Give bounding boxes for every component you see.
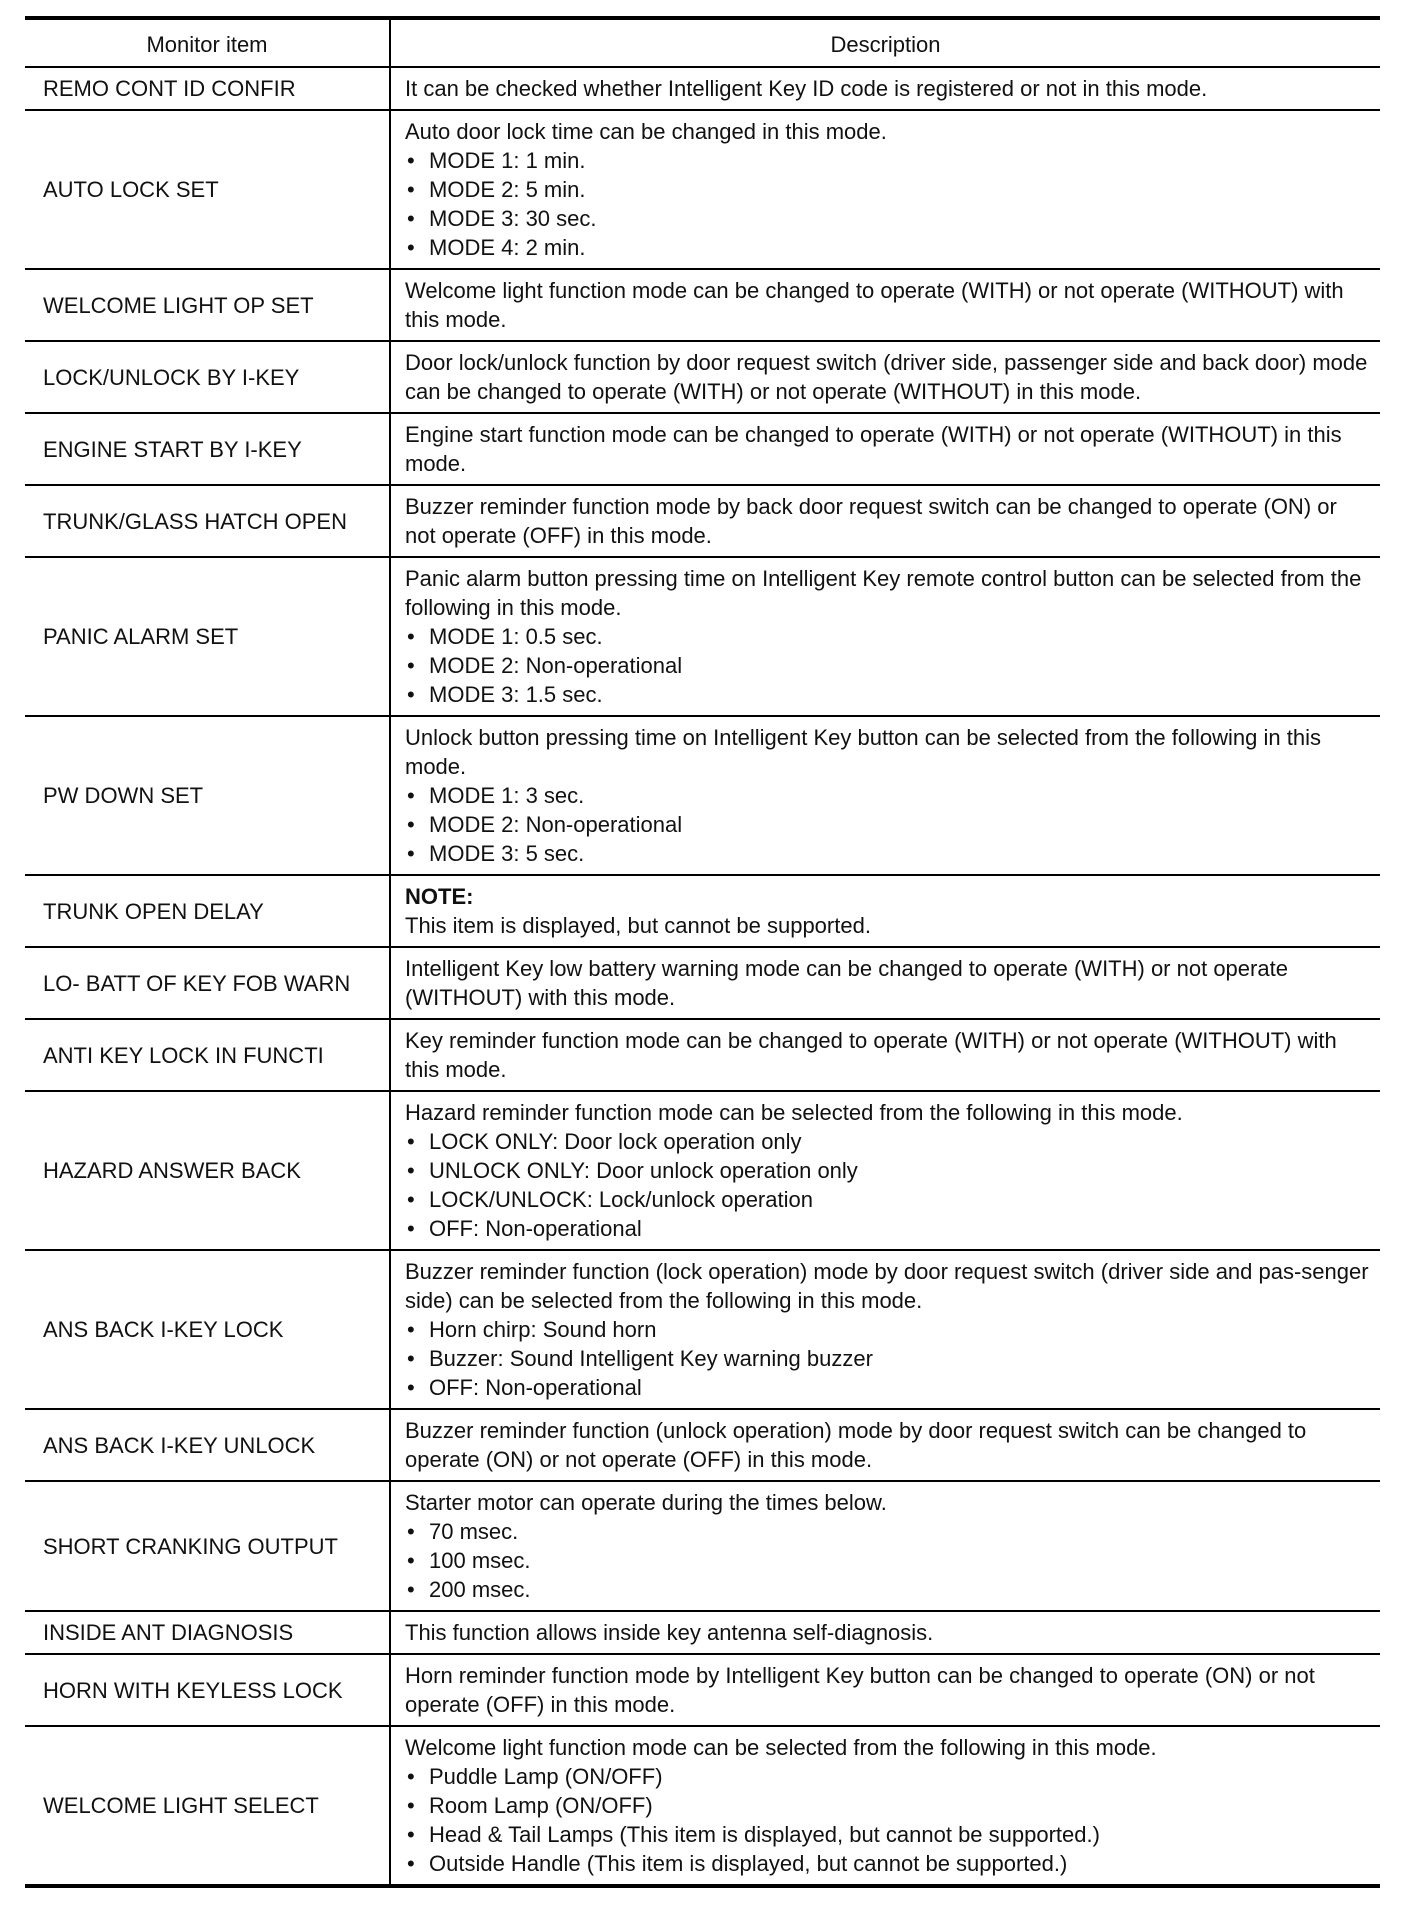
option-list xyxy=(405,1517,1370,1604)
description-cell xyxy=(390,716,1380,875)
option-list-item: • 70 msec. xyxy=(405,1517,1370,1546)
description-text: Buzzer reminder function (lock operation) mode by door request switch (driver side and pas-senger side) can be selected from the following in this mode. xyxy=(405,1259,1369,1313)
monitor-item-cell: SHORT CRANKING OUTPUT xyxy=(25,1481,390,1611)
note-label: NOTE: xyxy=(405,884,474,909)
monitor-item-cell: AUTO LOCK SET xyxy=(25,110,390,269)
table-row xyxy=(25,485,1380,557)
description-cell xyxy=(390,557,1380,716)
option-list-item: • MODE 1: 1 min. xyxy=(405,146,1370,175)
table-header-row xyxy=(25,18,1380,67)
description-cell xyxy=(390,67,1380,110)
monitor-item-cell: REMO CONT ID CONFIR xyxy=(25,67,390,110)
table-row xyxy=(25,1091,1380,1250)
table-row xyxy=(25,1481,1380,1611)
description-cell xyxy=(390,947,1380,1019)
table-row xyxy=(25,269,1380,341)
header-monitor-item: Monitor item xyxy=(25,18,390,67)
description-text: Auto door lock time can be changed in this mode. xyxy=(405,119,887,144)
table-body xyxy=(25,67,1380,1886)
description-text: Panic alarm button pressing time on Intelligent Key remote control button can be selected from the following in this mode. xyxy=(405,566,1362,620)
description-text: This function allows inside key antenna self-diagnosis. xyxy=(405,1620,934,1645)
option-list xyxy=(405,146,1370,262)
option-list-item: • Outside Handle (This item is displayed, but cannot be supported.) xyxy=(405,1849,1370,1878)
description-cell xyxy=(390,1654,1380,1726)
table-row xyxy=(25,1250,1380,1409)
description-text: Buzzer reminder function mode by back door request switch can be changed to operate (ON) or not operate (OFF) in this mode. xyxy=(405,494,1337,548)
table-row xyxy=(25,67,1380,110)
option-list-item: • 100 msec. xyxy=(405,1546,1370,1575)
description-text: Engine start function mode can be changed to operate (WITH) or not operate (WITHOUT) in this mode. xyxy=(405,422,1342,476)
option-list-item: • MODE 3: 1.5 sec. xyxy=(405,680,1370,709)
description-text: Intelligent Key low battery warning mode can be changed to operate (WITH) or not operate (WITHOUT) with this mode. xyxy=(405,956,1288,1010)
option-list-item: • Puddle Lamp (ON/OFF) xyxy=(405,1762,1370,1791)
option-list-item: • Buzzer: Sound Intelligent Key warning buzzer xyxy=(405,1344,1370,1373)
description-text: Key reminder function mode can be changed to operate (WITH) or not operate (WITHOUT) with this mode. xyxy=(405,1028,1337,1082)
monitor-item-cell: TRUNK/GLASS HATCH OPEN xyxy=(25,485,390,557)
monitor-item-cell: HAZARD ANSWER BACK xyxy=(25,1091,390,1250)
option-list-item: • LOCK/UNLOCK: Lock/unlock operation xyxy=(405,1185,1370,1214)
monitor-item-cell: PW DOWN SET xyxy=(25,716,390,875)
option-list-item: • MODE 1: 3 sec. xyxy=(405,781,1370,810)
option-list-item: • UNLOCK ONLY: Door unlock operation only xyxy=(405,1156,1370,1185)
description-text: Buzzer reminder function (unlock operation) mode by door request switch can be changed to operate (ON) or not operate (OFF) in this mode. xyxy=(405,1418,1307,1472)
monitor-item-cell: WELCOME LIGHT SELECT xyxy=(25,1726,390,1886)
description-cell xyxy=(390,1481,1380,1611)
description-cell xyxy=(390,875,1380,947)
option-list-item: • LOCK ONLY: Door lock operation only xyxy=(405,1127,1370,1156)
monitor-item-cell: INSIDE ANT DIAGNOSIS xyxy=(25,1611,390,1654)
monitor-item-cell: LOCK/UNLOCK BY I-KEY xyxy=(25,341,390,413)
option-list-item: • MODE 3: 30 sec. xyxy=(405,204,1370,233)
description-cell xyxy=(390,1611,1380,1654)
description-cell xyxy=(390,341,1380,413)
document-page xyxy=(25,16,1380,1888)
option-list xyxy=(405,622,1370,709)
description-cell xyxy=(390,269,1380,341)
option-list-item: • OFF: Non-operational xyxy=(405,1373,1370,1402)
monitor-item-cell: TRUNK OPEN DELAY xyxy=(25,875,390,947)
table-row xyxy=(25,1654,1380,1726)
description-text: Horn reminder function mode by Intelligent Key button can be changed to operate (ON) or not operate (OFF) in this mode. xyxy=(405,1663,1315,1717)
monitor-item-cell: WELCOME LIGHT OP SET xyxy=(25,269,390,341)
table-row xyxy=(25,1019,1380,1091)
monitor-item-cell: PANIC ALARM SET xyxy=(25,557,390,716)
table-row xyxy=(25,1611,1380,1654)
option-list-item: • MODE 2: Non-operational xyxy=(405,810,1370,839)
description-text: Hazard reminder function mode can be selected from the following in this mode. xyxy=(405,1100,1183,1125)
monitor-item-cell: HORN WITH KEYLESS LOCK xyxy=(25,1654,390,1726)
table-row xyxy=(25,413,1380,485)
description-cell xyxy=(390,1250,1380,1409)
description-text: Welcome light function mode can be changed to operate (WITH) or not operate (WITHOUT) with this mode. xyxy=(405,278,1344,332)
monitor-item-cell: ANS BACK I-KEY UNLOCK xyxy=(25,1409,390,1481)
monitor-item-cell: ANTI KEY LOCK IN FUNCTI xyxy=(25,1019,390,1091)
option-list-item: • MODE 1: 0.5 sec. xyxy=(405,622,1370,651)
option-list-item: • MODE 2: Non-operational xyxy=(405,651,1370,680)
table-row xyxy=(25,110,1380,269)
header-description: Description xyxy=(390,18,1380,67)
description-cell xyxy=(390,1091,1380,1250)
description-cell xyxy=(390,485,1380,557)
monitor-item-cell: LO- BATT OF KEY FOB WARN xyxy=(25,947,390,1019)
monitor-item-table xyxy=(25,16,1380,1888)
option-list-item: • Head & Tail Lamps (This item is displayed, but cannot be supported.) xyxy=(405,1820,1370,1849)
option-list xyxy=(405,1315,1370,1402)
description-cell xyxy=(390,1409,1380,1481)
table-row xyxy=(25,557,1380,716)
option-list xyxy=(405,1127,1370,1243)
option-list-item: • 200 msec. xyxy=(405,1575,1370,1604)
option-list xyxy=(405,1762,1370,1878)
description-text: Door lock/unlock function by door request switch (driver side, passenger side and back door) mode can be changed to operate (WITH) or not operate (WITHOUT) in this mode. xyxy=(405,350,1368,404)
description-cell xyxy=(390,413,1380,485)
description-cell xyxy=(390,110,1380,269)
description-text: Welcome light function mode can be selected from the following in this mode. xyxy=(405,1735,1157,1760)
description-text: Unlock button pressing time on Intelligent Key button can be selected from the following in this mode. xyxy=(405,725,1321,779)
table-row xyxy=(25,1726,1380,1886)
option-list-item: • MODE 4: 2 min. xyxy=(405,233,1370,262)
option-list-item: • MODE 3: 5 sec. xyxy=(405,839,1370,868)
table-row xyxy=(25,1409,1380,1481)
description-cell xyxy=(390,1726,1380,1886)
table-row xyxy=(25,875,1380,947)
monitor-item-cell: ANS BACK I-KEY LOCK xyxy=(25,1250,390,1409)
table-row xyxy=(25,716,1380,875)
description-text: Starter motor can operate during the times below. xyxy=(405,1490,887,1515)
option-list-item: • Horn chirp: Sound horn xyxy=(405,1315,1370,1344)
description-text: It can be checked whether Intelligent Key ID code is registered or not in this mode. xyxy=(405,76,1208,101)
table-row xyxy=(25,341,1380,413)
table-row xyxy=(25,947,1380,1019)
option-list-item: • MODE 2: 5 min. xyxy=(405,175,1370,204)
description-text: This item is displayed, but cannot be supported. xyxy=(405,913,871,938)
option-list xyxy=(405,781,1370,868)
option-list-item: • Room Lamp (ON/OFF) xyxy=(405,1791,1370,1820)
description-cell xyxy=(390,1019,1380,1091)
monitor-item-cell: ENGINE START BY I-KEY xyxy=(25,413,390,485)
option-list-item: • OFF: Non-operational xyxy=(405,1214,1370,1243)
